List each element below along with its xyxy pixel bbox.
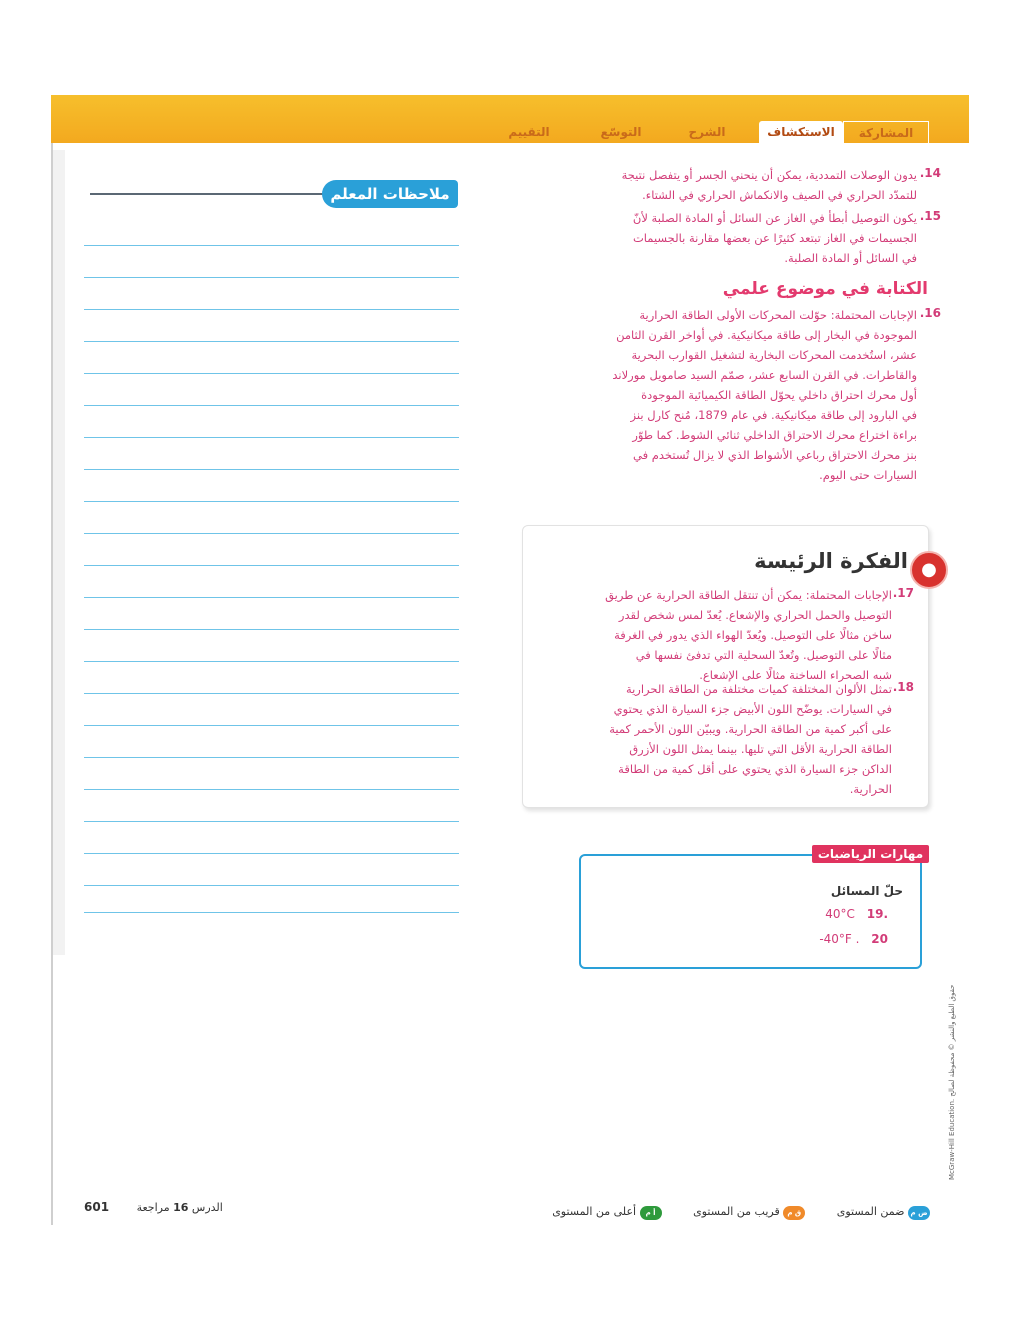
note-line <box>84 912 459 913</box>
math-heading: حلّ المسائل <box>830 884 903 898</box>
answer-number: 15. <box>919 209 941 223</box>
answer-14 <box>537 165 941 205</box>
note-line <box>84 373 459 374</box>
level-label: قريب من المستوى <box>693 1205 780 1218</box>
tab-explore[interactable]: الاستكشاف <box>759 121 843 143</box>
answer-line: عشر، استُخدمت المحركات البخارية لتشغيل القوارب البحرية <box>631 348 917 362</box>
answer-15 <box>537 208 941 268</box>
tab-explain[interactable]: الشرح <box>688 125 726 139</box>
level-label: أعلى من المستوى <box>552 1205 637 1218</box>
lesson-label <box>137 1201 223 1214</box>
answer-line: ساخن مثالًا على التوصيل. ويُعدّ الهواء الذي يدور في الغرفة <box>614 628 892 642</box>
tab-engage[interactable]: المشاركة <box>843 121 929 144</box>
answer-line: شبه الصحراء الساخنة مثالًا على الإشعاع. <box>699 668 892 682</box>
answer-line: في السيارات. يوضّح اللون الأبيض جزء السيارة الذي يحتوي <box>613 702 892 716</box>
copyright-text: McGraw-Hill Education. حقوق الطبع والنشر © محفوظة لصالح <box>948 984 956 1180</box>
key-idea-title: الفكرة الرئيسة <box>754 549 908 573</box>
answer-line: للتمدّد الحراري في الصيف والانكماش الحراري في الشتاء. <box>642 188 917 202</box>
math-item-number: 20 <box>871 932 888 946</box>
answer-number: 17. <box>892 586 914 600</box>
note-line <box>84 661 459 662</box>
footer-left <box>84 1200 223 1214</box>
note-line <box>84 405 459 406</box>
level-badge: ق م <box>783 1206 805 1220</box>
lesson-phase-tabs <box>470 121 969 143</box>
answer-line: الإجابات المحتملة: يمكن أن تنتقل الطاقة الحرارية عن طريق <box>605 588 892 602</box>
math-item-20 <box>819 932 888 946</box>
level-legend <box>552 1205 930 1220</box>
answer-number: 14. <box>919 166 941 180</box>
note-line <box>84 277 459 278</box>
math-item-value: 40°C <box>825 907 855 921</box>
answer-line: الحرارية. <box>849 782 892 796</box>
tab-elaborate[interactable]: التوسّع <box>600 125 642 139</box>
note-line <box>84 597 459 598</box>
answer-line: في السائل أو المادة الصلبة. <box>784 251 917 265</box>
page-number: 601 <box>84 1200 110 1214</box>
copyright-credit <box>930 940 970 1180</box>
answer-line: على أكبر كمية من الطاقة الحرارية. ويبيّن اللون الأحمر كمية <box>609 722 892 736</box>
level-beyond <box>552 1205 661 1218</box>
math-skills-tag: مهارات الرياضيات <box>812 845 929 863</box>
page-margin-shade <box>53 150 65 955</box>
answer-line: والقاطرات. في القرن السابع عشر، صمّم السيد صامويل مورلاند <box>612 368 917 382</box>
math-item-value: -40°F . <box>819 932 860 946</box>
answer-line: الداكن جزء السيارة الذي يحتوي على أقل كمية من الطاقة <box>618 762 892 776</box>
note-line <box>84 533 459 534</box>
teacher-notes-title: ملاحظات المعلم <box>322 180 458 208</box>
note-line <box>84 885 459 886</box>
note-line <box>84 725 459 726</box>
note-line <box>84 309 459 310</box>
answer-line: الجسيمات في الغاز تبتعد كثيرًا عن بعضها مقارنة بالجسيمات <box>632 231 917 245</box>
note-line <box>84 821 459 822</box>
note-line <box>84 853 459 854</box>
answer-line: يكون التوصيل أبطأ في الغاز عن السائل أو المادة الصلبة لأنّ <box>632 211 917 225</box>
answer-line: السيارات حتى اليوم. <box>819 468 917 482</box>
level-approaching <box>690 1205 806 1218</box>
note-line <box>84 629 459 630</box>
level-badge: أ م <box>640 1206 662 1220</box>
math-item-19 <box>825 907 888 921</box>
lightbulb-icon: ● <box>910 551 948 589</box>
answer-line: بنز محرك الاحتراق رباعي الأشواط الذي لا يزال تُستخدم في <box>633 448 917 462</box>
answer-line: في البارود إلى طاقة ميكانيكية. في عام 1879، مُنح كارل بنز <box>630 408 917 422</box>
lesson-number: 16 <box>173 1201 189 1214</box>
answer-number: 18. <box>892 680 914 694</box>
answer-16 <box>537 305 941 485</box>
note-line <box>84 245 459 246</box>
level-badge: ض م <box>908 1206 930 1220</box>
answer-line: براءة اختراع محرك الاحتراق الداخلي ثنائي الشوط. كما طوّر <box>632 428 917 442</box>
note-line <box>84 437 459 438</box>
note-line <box>84 757 459 758</box>
notes-lines <box>0 0 1 1</box>
answer-line: يدون الوصلات التمددية، يمكن أن ينحني الجسر أو يتفصل نتيجة <box>621 168 917 182</box>
answer-number: 16. <box>919 306 941 320</box>
note-line <box>84 693 459 694</box>
writing-section-title: الكتابة في موضوع علمي <box>722 279 928 299</box>
answer-line: أول محرك احتراق داخلي يحوّل الطاقة الكيميائية الموجودة <box>641 388 917 402</box>
level-on <box>833 1205 930 1218</box>
answer-line: مثالًا على التوصيل. وتُعدّ السحلية التي تدفئ نفسها في <box>635 648 892 662</box>
answer-line: الموجودة في البخار إلى طاقة ميكانيكية. في أواخر القرن الثامن <box>616 328 917 342</box>
level-label: ضمن المستوى <box>836 1205 905 1218</box>
math-item-number: .19 <box>866 907 888 921</box>
note-line <box>84 789 459 790</box>
answer-line: التوصيل والحمل الحراري والإشعاع. يُعدّ لمس شخص لقدر <box>618 608 892 622</box>
lesson-prefix: الدرس <box>191 1201 223 1214</box>
answer-18 <box>552 679 914 799</box>
answer-line: الإجابات المحتملة: حوّلت المحركات الأولى الطاقة الحرارية <box>639 308 917 322</box>
note-line <box>84 565 459 566</box>
note-line <box>84 501 459 502</box>
answer-line: الطاقة الحرارية الأقل التي تليها. بينما يمثل اللون الأزرق <box>629 742 892 756</box>
answer-line: تمثل الألوان المختلفة كميات مختلفة من الطاقة الحرارية <box>625 682 892 696</box>
notes-header-line <box>90 193 330 195</box>
tab-evaluate[interactable]: التقييم <box>508 125 550 139</box>
answer-17 <box>552 585 914 685</box>
note-line <box>84 341 459 342</box>
lesson-suffix: مراجعة <box>136 1201 170 1214</box>
note-line <box>84 469 459 470</box>
